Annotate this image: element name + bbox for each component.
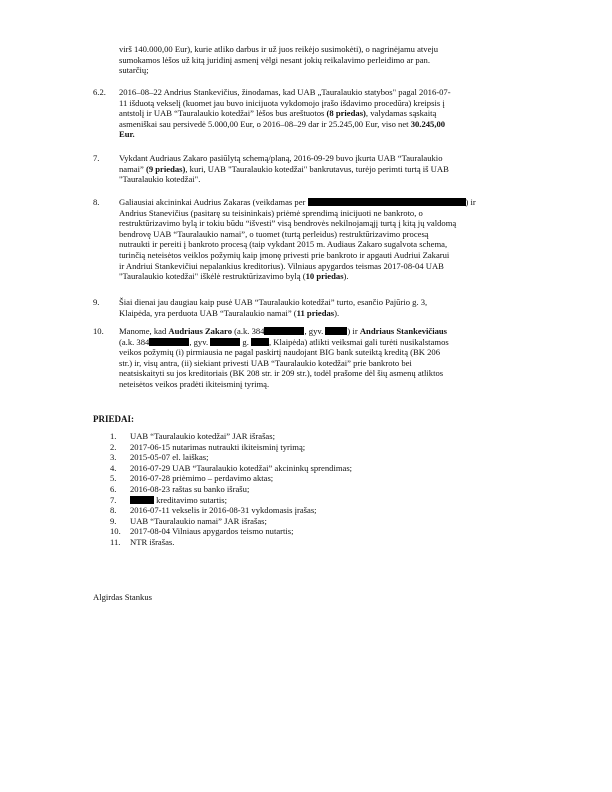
annexes-heading: PRIEDAI: (93, 414, 135, 424)
redaction-block (130, 496, 154, 504)
list-item: 5. 2016-07-28 priėmimo – perdavimo aktas; (110, 473, 274, 484)
redaction-block (251, 338, 269, 346)
paragraph-9: 9. Šiai dienai jau daugiau kaip pusė UAB “Tauralaukio kotedžai” turto, esančio Pajūrio g. 3, Klaipėda, yra perduota UAB “Tauralaukio namai” (11 priedas). (93, 297, 428, 318)
paragraph-number: 8. (93, 197, 100, 207)
paragraph-7: 7. Vykdant Audriaus Zakaro pasiūlytą schemą/planą, 2016-09-29 buvo įkurta UAB “Tauralaukio namai” (9 priedas), kuri, UAB "Tauralaukio kotedžai" bankrutavus, turėjo perimti turtą iš UAB "Tauralaukio kotedžai". (93, 153, 449, 185)
list-item: 7. kreditavimo sutartis; (110, 494, 228, 505)
paragraph-8: 8. Galiausiai akcininkai Audrius Zakaras (veikdamas per ) ir Andrius Stanevičius (pasitarę su teisininkais) priėmė sprendimą inicijuoti ne bankroto, o restruktūrizavimo bylą ir tokiu būdu “išvesti” visą bendrovės nekilnojamąjį turtą į kitą jų valdomą bendrovę UAB “Tauralaukio namai”, o tuomet (turtą perleidus) restruktūrizavimo procesą nutraukti ir pereiti į bankroto procesą (taip vykdant 2015 m. Audiaus Zakaro sugalvota schema, turinčią neteisėtos veiklos požymių kaip įmonę privesti prie bankroto ir apgauti Audriui Zakarui ir Andriui Stankevičiui nepalankius kreditorius). Vilniaus apygardos teismas 2017-08-04 UAB "Tauralaukio kotedžai" iškėlė restruktūrizavimo bylą (10 priedas). (93, 197, 476, 282)
paragraph-6-2: 6.2. 2016–08–22 Andrius Stankevičius, žinodamas, kad UAB „Tauralaukio statybos" pagal 2016-07- 11 išduotą vekselį (kuomet jau buvo inicijuota vykdomojo įrašo išdavimo procedūra) kreipsis į antstolį ir UAB “Tauralaukio kotedžai” lėšos bus areštuotos (8 priedas), valydamas sąskaitą asmeniškai sau persivedė 5.000,00 Eur, o 2016–08–29 dar ir 25.245,00 Eur, viso net 30.245,00 Eur. (93, 87, 451, 140)
list-item: 1. UAB “Tauralaukio kotedžai” JAR išrašas; (110, 431, 275, 441)
redaction-block (325, 327, 347, 335)
paragraph-number: 7. (93, 153, 100, 163)
list-item: 4. 2016-07-29 UAB “Tauralaukio kotedžai” akcininkų sprendimas; (110, 462, 353, 473)
redaction-block (264, 327, 304, 335)
list-item: 2. 2017-06-15 nutarimas nutraukti ikiteisminį tyrimą; (110, 441, 306, 452)
list-item: 10. 2017-08-04 Vilniaus apygardos teismo nutartis; (110, 526, 294, 537)
list-item: 6. 2016-08-23 raštas su banko išrašu; (110, 483, 250, 494)
redaction-block (210, 338, 240, 346)
redaction-block (149, 338, 189, 346)
paragraph-10: 10. Manome, kad Audriaus Zakaro (a.k. 384 , gyv. ) ir Andriaus Stankevičiaus (a.k. 384 , gyv. g. , Klaipėda) atlikti veiksmai gali turėti nusikalstamos veikos požymių (i) pirmiausia ne pagal paskirtį naudojant BIG bank suteiktą kreditą (BK 206 str.) ir, visų antra, (ii) siekiant privesti UAB “Tauralaukio kotedžai” prie bankroto bei neatsiskaityti su jos kreditoriais (BK 208 str. ir 209 str.), todėl prašome dėl šių asmenų atliktos neteisėtos veikos pradėti ikiteisminį tyrimą. (93, 326, 449, 389)
paragraph-continuation: virš 140.000,00 Eur), kurie atliko darbus ir už juos reikėjo susimokėti), o nagrinėjamu atveju sumokamos lėšos už kitą juridinį asmenį vėlgi nesant jokių reikalavimo perleidimo ar pan. sutarčių; (119, 44, 439, 76)
signature-name: Algirdas Stankus (93, 592, 152, 602)
list-item: 8. 2016-07-11 vekselis ir 2016-08-31 vykdomasis įrašas; (110, 505, 317, 516)
redaction-block (308, 198, 466, 206)
annexes-list (93, 431, 518, 548)
list-item: 3. 2015-05-07 el. laiškas; (110, 452, 209, 463)
paragraph-number: 10. (93, 326, 104, 336)
list-item: 11. NTR išrašas. (110, 536, 175, 547)
paragraph-number: 9. (93, 297, 100, 307)
list-item: 9. UAB “Tauralaukio namai” JAR išrašas; (110, 515, 267, 526)
paragraph-number: 6.2. (93, 87, 106, 97)
